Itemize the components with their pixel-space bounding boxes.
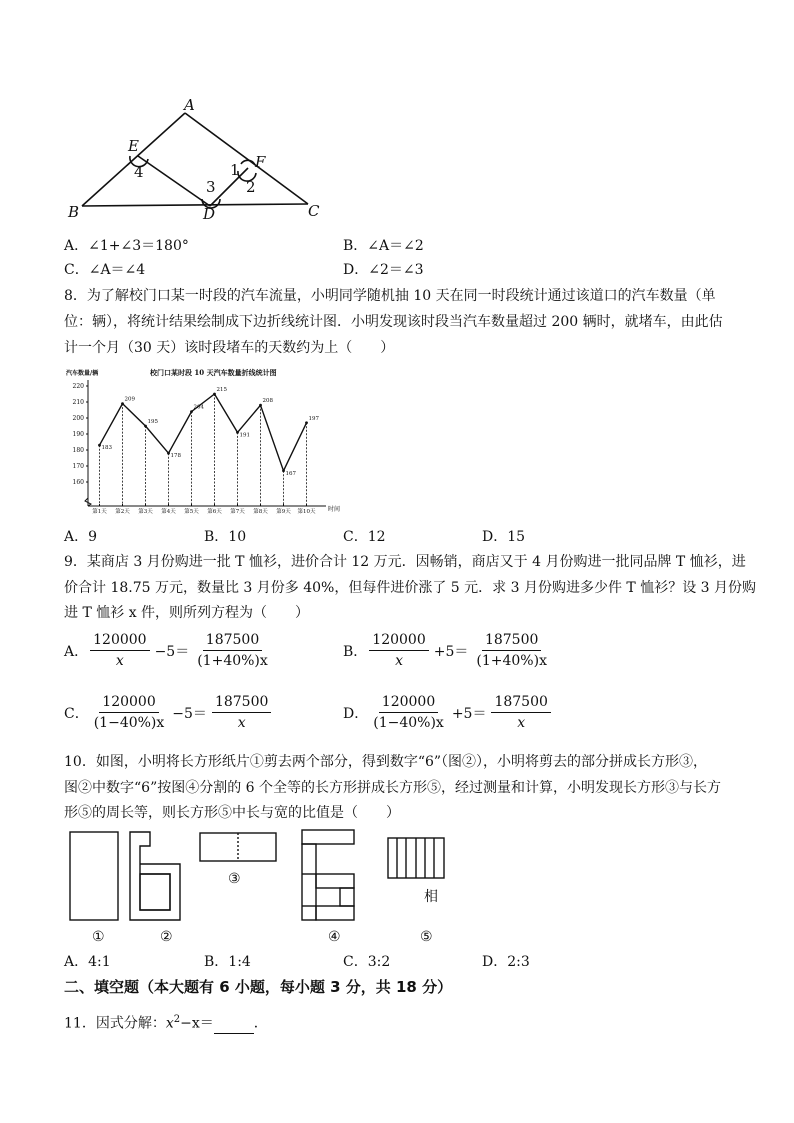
chart-x-tick-label: 第9天 bbox=[276, 509, 291, 515]
q9-option-b[interactable] bbox=[343, 632, 552, 669]
option-key: A． bbox=[64, 954, 89, 970]
q10-option-b[interactable] bbox=[204, 952, 251, 972]
label-angle-1: 1 bbox=[230, 161, 240, 179]
q7-option-a[interactable] bbox=[64, 236, 189, 256]
q11-exponent: 2 bbox=[173, 1014, 181, 1025]
option-key: A． bbox=[64, 529, 89, 545]
operator: +5＝ bbox=[433, 643, 469, 660]
q9-option-d[interactable] bbox=[343, 694, 553, 731]
chart-y-tick-label: 200 bbox=[72, 415, 84, 422]
chart-point bbox=[259, 404, 262, 407]
operator: −5＝ bbox=[172, 705, 207, 722]
chart-point bbox=[213, 393, 216, 396]
option-text: 15 bbox=[507, 529, 526, 545]
chart-data-label: 209 bbox=[124, 396, 135, 403]
fig5-label: ⑤ bbox=[420, 929, 433, 945]
chart-point bbox=[121, 402, 124, 405]
fig4-label: ④ bbox=[328, 929, 341, 945]
q8-stem-line-3: 计一个月（30 天）该时段堵车的天数约为上（ ） bbox=[64, 340, 395, 356]
label-B: B bbox=[68, 203, 80, 221]
option-key: B． bbox=[204, 954, 229, 970]
chart-point bbox=[167, 452, 170, 455]
fraction bbox=[91, 694, 168, 731]
q10-stem-line-1: 10．如图，小明将长方形纸片①剪去两个部分，得到数字“6”（图②），小明将剪去的部分拼成长方形③， bbox=[64, 754, 708, 770]
label-F: F bbox=[255, 153, 266, 171]
denominator: (1−40%)x bbox=[93, 715, 165, 731]
fraction bbox=[90, 632, 149, 669]
q7-option-c[interactable] bbox=[64, 260, 145, 280]
fig4-split-six bbox=[302, 830, 354, 920]
chart-y-tick-label: 170 bbox=[72, 463, 84, 470]
numerator: 120000 bbox=[369, 632, 428, 651]
label-A: A bbox=[184, 96, 195, 114]
chart-y-tick-label: 210 bbox=[72, 399, 84, 406]
chart-data-label: 167 bbox=[285, 470, 296, 477]
label-E: E bbox=[128, 137, 139, 155]
numerator: 187500 bbox=[203, 632, 262, 651]
q9-option-a[interactable] bbox=[64, 632, 273, 669]
label-C: C bbox=[308, 202, 320, 220]
fig1-label: ① bbox=[92, 929, 105, 945]
fig5-strips bbox=[397, 838, 434, 878]
option-key: D． bbox=[482, 954, 508, 970]
label-angle-4: 4 bbox=[134, 163, 144, 181]
chart-data-label: 178 bbox=[170, 453, 181, 460]
option-key: B． bbox=[343, 238, 368, 254]
q8-stem-line-1: 8．为了解校门口某一时段的汽车流量，小明同学随机抽 10 天在同一时段统计通过该道口的汽车数量（单 bbox=[64, 288, 716, 304]
option-key: C． bbox=[64, 262, 89, 278]
chart-data-label: 191 bbox=[239, 432, 250, 439]
chart-data-label: 204 bbox=[193, 404, 204, 411]
numerator: 187500 bbox=[212, 694, 271, 713]
numerator: 120000 bbox=[379, 694, 438, 713]
chart-point bbox=[98, 444, 101, 447]
q10-option-a[interactable] bbox=[64, 952, 111, 972]
label-D: D bbox=[203, 205, 216, 223]
fig2-label: ② bbox=[160, 929, 173, 945]
option-text: 3:2 bbox=[367, 954, 391, 970]
chart-y-axis-label: 汽车数量/辆 bbox=[66, 370, 99, 377]
q9-option-c[interactable] bbox=[64, 694, 273, 731]
q10-option-c[interactable] bbox=[343, 952, 390, 972]
numerator: 187500 bbox=[482, 632, 541, 651]
option-text: 12 bbox=[367, 529, 386, 545]
chart-point bbox=[190, 410, 193, 413]
q11-answer-blank[interactable] bbox=[214, 1019, 254, 1034]
q8-option-d[interactable] bbox=[482, 527, 525, 547]
option-text: 1:4 bbox=[228, 954, 251, 970]
numerator: 120000 bbox=[90, 632, 149, 651]
operator: +5＝ bbox=[451, 705, 487, 722]
option-text: 9 bbox=[88, 529, 98, 545]
q8-option-c[interactable] bbox=[343, 527, 386, 547]
q9-stem-line-3: 进 T 恤衫 x 件，则所列方程为（ ） bbox=[64, 605, 310, 621]
chart-data-label: 183 bbox=[101, 445, 112, 452]
numerator: 120000 bbox=[99, 694, 158, 713]
denominator: x bbox=[517, 715, 526, 731]
chart-point bbox=[144, 425, 147, 428]
option-key: A． bbox=[64, 238, 89, 254]
option-text: ∠2＝∠3 bbox=[368, 262, 424, 278]
section-title-fill-in: 二、填空题（本大题有 6 小题，每小题 3 分，共 18 分） bbox=[64, 978, 453, 996]
q8-line-chart bbox=[60, 364, 360, 520]
option-key: A． bbox=[64, 643, 89, 660]
option-key: C． bbox=[343, 954, 368, 970]
numerator: 187500 bbox=[491, 694, 550, 713]
option-text: 2:3 bbox=[507, 954, 530, 970]
fraction bbox=[212, 694, 271, 731]
label-angle-3: 3 bbox=[206, 178, 216, 196]
fig5-note: 相 bbox=[424, 889, 438, 905]
denominator: x bbox=[237, 715, 246, 731]
chart-x-tick-label: 第2天 bbox=[115, 509, 130, 515]
q11-question bbox=[64, 1010, 268, 1034]
denominator: (1+40%)x bbox=[197, 653, 268, 669]
option-key: D． bbox=[343, 705, 369, 722]
chart-data-label: 215 bbox=[216, 387, 227, 393]
chart-point bbox=[282, 469, 285, 472]
q7-option-b[interactable] bbox=[343, 236, 424, 256]
option-text: 10 bbox=[228, 529, 247, 545]
denominator: x bbox=[115, 653, 124, 669]
chart-point bbox=[236, 431, 239, 434]
option-key: D． bbox=[482, 529, 508, 545]
q11-suffix: ． bbox=[253, 1015, 268, 1032]
option-key: C． bbox=[343, 529, 368, 545]
chart-x-tick-label: 第10天 bbox=[297, 509, 316, 515]
operator: −5＝ bbox=[154, 643, 190, 660]
chart-data-label: 195 bbox=[147, 419, 158, 425]
chart-x-tick-label: 第8天 bbox=[253, 509, 268, 515]
chart-data-label: 197 bbox=[308, 415, 319, 422]
option-key: C． bbox=[64, 705, 89, 722]
q7-geometry-figure bbox=[60, 95, 340, 225]
chart-y-tick-label: 180 bbox=[72, 447, 84, 454]
option-key: B． bbox=[343, 643, 368, 660]
chart-x-tick-label: 第6天 bbox=[207, 509, 222, 515]
q11-prefix: 11．因式分解： bbox=[64, 1015, 166, 1032]
chart-x-tick-label: 第4天 bbox=[161, 509, 176, 515]
chart-x-tick-label: 第1天 bbox=[92, 509, 107, 515]
chart-x-axis-label: 时间 bbox=[328, 506, 341, 513]
fraction bbox=[473, 632, 550, 669]
q10-stem-line-3: 形⑤的周长等，则长方形⑤中长与宽的比值是（ ） bbox=[64, 805, 400, 821]
q8-option-a[interactable] bbox=[64, 527, 97, 547]
chart-point bbox=[305, 421, 308, 424]
q7-option-d[interactable] bbox=[343, 260, 424, 280]
q10-figures bbox=[60, 826, 460, 950]
fraction bbox=[194, 632, 271, 669]
option-key: B． bbox=[204, 529, 229, 545]
option-text: 4:1 bbox=[88, 954, 111, 970]
label-angle-2: 2 bbox=[246, 178, 256, 196]
q9-stem-line-2: 价合计 18.75 万元，数量比 3 月份多 40%，但每件进价涨了 5 元．求 3 月份购进多少件 T 恤衫？设 3 月份购 bbox=[64, 580, 757, 596]
q10-stem-line-2: 图②中数字“6”按图④分割的 6 个全等的长方形拼成长方形⑤，经过测量和计算，小明发现长方形③与长方 bbox=[64, 780, 722, 796]
denominator: x bbox=[395, 653, 403, 669]
chart-x-tick-label: 第5天 bbox=[184, 509, 199, 515]
option-text: ∠A＝∠2 bbox=[367, 238, 424, 254]
chart-y-tick-label: 190 bbox=[72, 431, 84, 438]
fraction bbox=[370, 694, 447, 731]
fig3-label: ③ bbox=[228, 871, 241, 887]
option-text: ∠1+∠3＝180° bbox=[88, 238, 189, 254]
fraction bbox=[491, 694, 550, 731]
chart-title: 校门口某时段 10 天汽车数量折线统计图 bbox=[150, 368, 277, 377]
q11-expr-rest: −x＝ bbox=[180, 1015, 214, 1032]
fig2-digit-six bbox=[130, 832, 180, 920]
chart-data-label: 208 bbox=[262, 398, 273, 405]
q10-option-d[interactable] bbox=[482, 952, 530, 972]
q8-option-b[interactable] bbox=[204, 527, 246, 547]
fraction bbox=[369, 632, 428, 669]
q9-stem-line-1: 9．某商店 3 月份购进一批 T 恤衫，进价合计 12 万元．因畅销，商店又于 4 月份购进一批同品牌 T 恤衫，进 bbox=[64, 554, 746, 570]
option-text: ∠A＝∠4 bbox=[88, 262, 146, 278]
q11-var: x bbox=[165, 1015, 174, 1032]
chart-y-tick-label: 160 bbox=[72, 479, 84, 486]
option-key: D． bbox=[343, 262, 369, 278]
denominator: (1+40%)x bbox=[476, 653, 547, 669]
fig1-rectangle bbox=[70, 832, 118, 920]
chart-x-tick-label: 第3天 bbox=[138, 509, 153, 515]
chart-x-tick-label: 第7天 bbox=[230, 509, 245, 515]
q8-stem-line-2: 位：辆），将统计结果绘制成下边折线统计图．小明发现该时段当汽车数量超过 200 辆时，就堵车，由此估 bbox=[64, 314, 723, 330]
fig2-inner-hole bbox=[140, 874, 170, 910]
denominator: (1−40%)x bbox=[373, 715, 444, 731]
chart-y-tick-label: 220 bbox=[72, 383, 84, 390]
